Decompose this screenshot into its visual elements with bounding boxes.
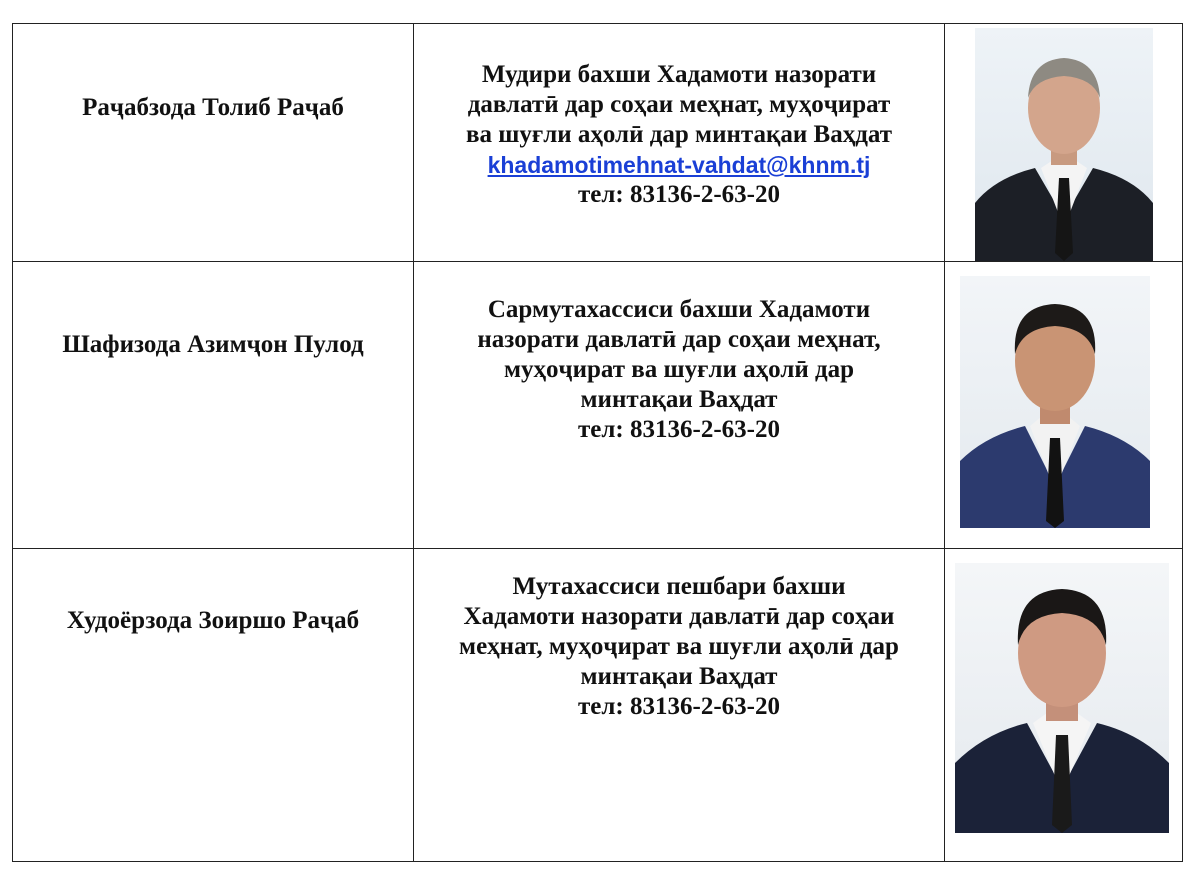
name-cell bbox=[13, 549, 414, 862]
position-line: Мудири бахши Хадамоти назорати bbox=[481, 61, 877, 88]
position-line: давлатӣ дар соҳаи меҳнат, муҳоҷират bbox=[467, 91, 891, 118]
position-line: ва шуғли аҳолӣ дар минтақаи Ваҳдат bbox=[466, 121, 892, 148]
employee-photo bbox=[975, 28, 1153, 261]
employee-name: Раҷабзода Толиб Раҷаб bbox=[82, 94, 344, 121]
position-block bbox=[414, 24, 944, 210]
photo-cell bbox=[945, 262, 1183, 549]
phone-number: тел: 83136-2-63-20 bbox=[578, 181, 780, 208]
phone-number: тел: 83136-2-63-20 bbox=[578, 693, 780, 720]
employee-name: Шафизода Азимҷон Пулод bbox=[62, 331, 364, 358]
phone-number: тел: 83136-2-63-20 bbox=[578, 416, 780, 443]
table-row bbox=[13, 549, 1183, 862]
position-line: назорати давлатӣ дар соҳаи меҳнат, bbox=[477, 326, 881, 353]
position-block bbox=[414, 549, 944, 722]
position-line: минтақаи Ваҳдат bbox=[580, 663, 778, 690]
staff-table bbox=[12, 23, 1183, 862]
employee-photo bbox=[955, 563, 1169, 833]
position-line: муҳоҷират ва шуғли аҳолӣ дар bbox=[503, 356, 855, 383]
table-row bbox=[13, 24, 1183, 262]
photo-cell bbox=[945, 549, 1183, 862]
name-cell bbox=[13, 262, 414, 549]
position-cell bbox=[414, 262, 945, 549]
photo-cell bbox=[945, 24, 1183, 262]
employee-photo bbox=[960, 276, 1150, 528]
position-line: минтақаи Ваҳдат bbox=[580, 386, 778, 413]
table-row bbox=[13, 262, 1183, 549]
position-line: Мутахассиси пешбари бахши bbox=[512, 573, 846, 600]
position-cell bbox=[414, 24, 945, 262]
position-cell bbox=[414, 549, 945, 862]
employee-name: Худоёрзода Зоиршо Раҷаб bbox=[66, 607, 360, 634]
position-block bbox=[414, 262, 944, 445]
position-line: Сармутахассиси бахши Хадамоти bbox=[487, 296, 871, 323]
name-cell bbox=[13, 24, 414, 262]
position-line: меҳнат, муҳоҷират ва шуғли аҳолӣ дар bbox=[459, 633, 899, 660]
email-link[interactable]: khadamotimehnat-vahdat@khnm.tj bbox=[487, 152, 871, 178]
position-line: Хадамоти назорати давлатӣ дар соҳаи bbox=[463, 603, 895, 630]
